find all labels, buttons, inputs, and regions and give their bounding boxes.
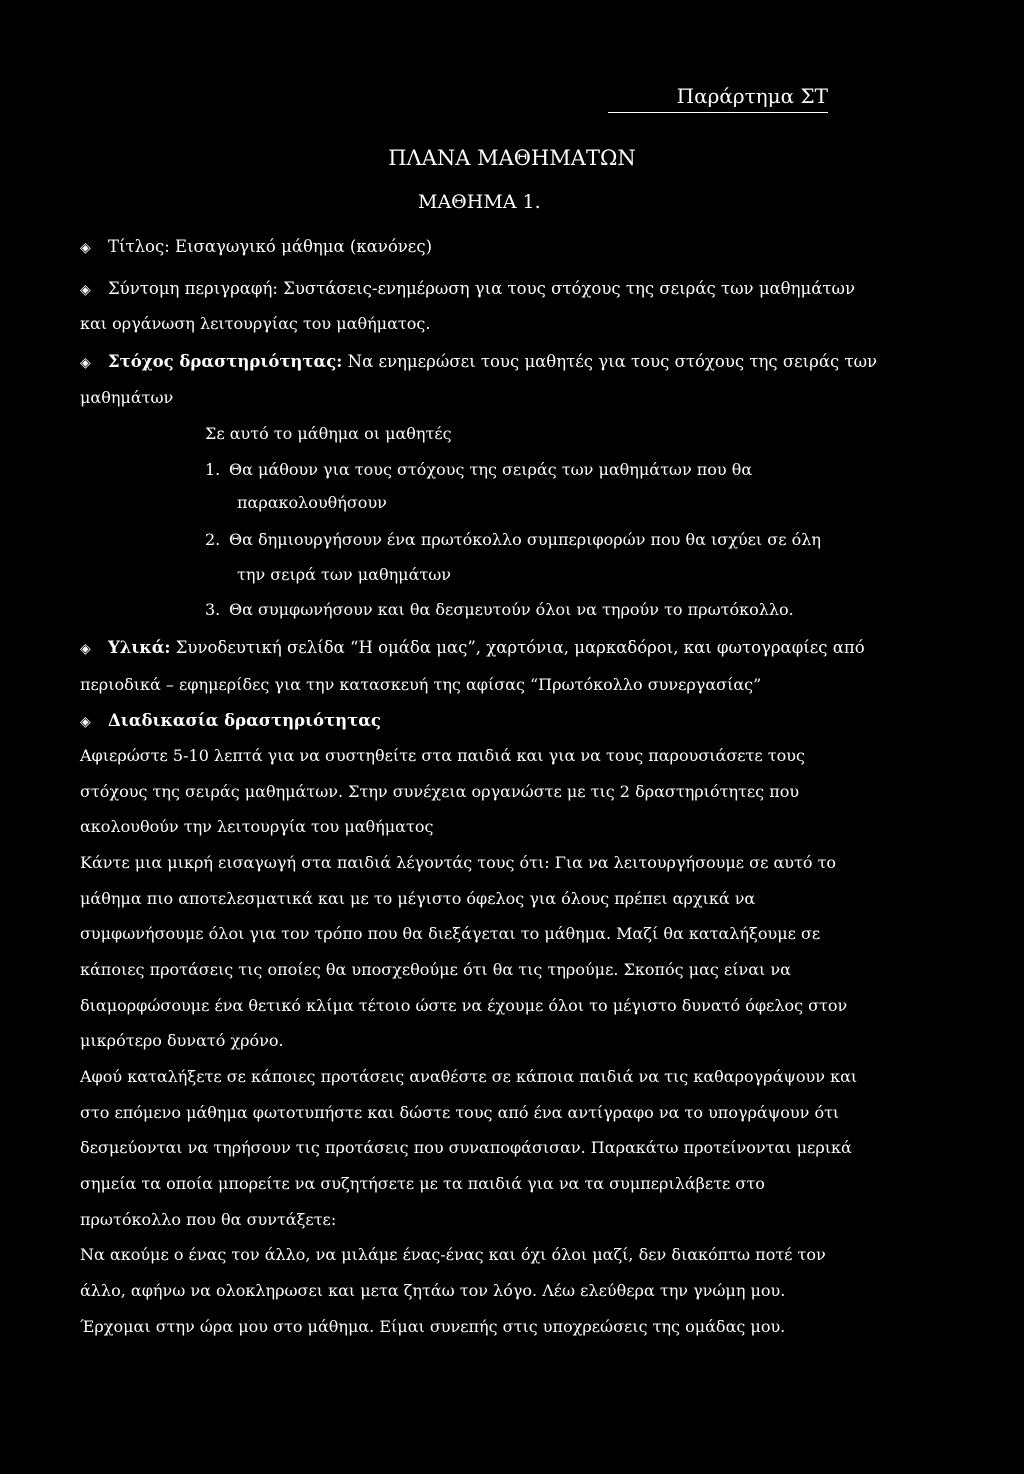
- goal-continuation: μαθημάτων: [80, 388, 174, 407]
- summary-continuation: και οργάνωση λειτουργίας του μαθήματος.: [80, 314, 431, 333]
- lesson-heading: ΜΑΘΗΜΑ 1.: [418, 191, 541, 213]
- body-line: μικρότερο δυνατό χρόνο.: [80, 1031, 284, 1050]
- body-line: Έρχομαι στην ώρα μου στο μάθημα. Είμαι συνεπής στις υποχρεώσεις της ομάδας μου.: [80, 1317, 786, 1336]
- list-item: [205, 530, 821, 549]
- goal-label: Στόχος δραστηριότητας:: [108, 352, 343, 371]
- materials-row: [80, 638, 865, 657]
- materials-continuation: περιοδικά – εφημερίδες για την κατασκευή της αφίσας “Πρωτόκολλο συνεργασίας”: [80, 675, 762, 694]
- summary-label: Σύντομη περιγραφή:: [108, 279, 278, 298]
- list-item-text: Θα μάθουν για τους στόχους της σειράς των μαθημάτων που θα: [229, 460, 753, 479]
- body-line: Αφιερώστε 5-10 λεπτά για να συστηθείτε στα παιδιά και για να τους παρουσιάσετε τους: [80, 746, 805, 765]
- list-item-text: Θα συμφωνήσουν και θα δεσμευτούν όλοι να τηρούν το πρωτόκολλο.: [229, 600, 794, 619]
- page-title: [0, 146, 1024, 170]
- appendix-header: Παράρτημα ΣΤ: [608, 84, 828, 113]
- procedure-row: [80, 711, 381, 730]
- list-item-text: Θα δημιουργήσουν ένα πρωτόκολλο συμπεριφορών που θα ισχύει σε όλη: [229, 530, 821, 549]
- bullet-icon: ◈: [80, 282, 91, 298]
- body-line: κάποιες προτάσεις τις οποίες θα υποσχεθούμε ότι θα τις τηρούμε. Σκοπός μας είναι να: [80, 960, 791, 979]
- goal-row: [80, 352, 877, 371]
- summary-row: [80, 279, 855, 298]
- list-number: 3.: [205, 600, 221, 619]
- summary-text: Συστάσεις-ενημέρωση για τους στόχους της σειράς των μαθημάτων: [283, 279, 855, 298]
- materials-label: Υλικά:: [108, 638, 171, 657]
- materials-text: Συνοδευτική σελίδα “Η ομάδα μας”, χαρτόνια, μαρκαδόροι, και φωτογραφίες από: [175, 638, 865, 657]
- body-line: Αφού καταλήξετε σε κάποιες προτάσεις αναθέστε σε κάποια παιδιά να τις καθαρογράψουν και: [80, 1067, 858, 1086]
- goal-text: Να ενημερώσει τους μαθητές για τους στόχους της σειράς των: [347, 352, 878, 371]
- body-line: διαμορφώσουμε ένα θετικό κλίμα τέτοιο ώστε να έχουμε όλοι το μέγιστο δυνατό όφελος στον: [80, 996, 848, 1015]
- body-line: συμφωνήσουμε όλοι για τον τρόπο που θα διεξάγεται το μάθημα. Μαζί θα καταλήξουμε σε: [80, 924, 821, 943]
- body-line: σημεία τα οποία μπορείτε να συζητήσετε με τα παιδιά για να τα συμπεριλάβετε στο: [80, 1174, 765, 1193]
- list-number: 1.: [205, 460, 221, 479]
- body-line: στο επόμενο μάθημα φωτοτυπήστε και δώστε τους από ένα αντίγραφο να το υπογράψουν ότι: [80, 1103, 840, 1122]
- list-item: [205, 460, 752, 479]
- body-line: μάθημα πιο αποτελεσματικά και με το μέγιστο όφελος για όλους πρέπει αρχικά να: [80, 889, 756, 908]
- bullet-icon: ◈: [80, 240, 91, 256]
- bullet-icon: ◈: [80, 355, 91, 371]
- body-line: Κάντε μια μικρή εισαγωγή στα παιδιά λέγοντάς τους ότι: Για να λειτουργήσουμε σε αυτό το: [80, 853, 837, 872]
- list-item: [205, 600, 794, 619]
- bullet-icon: ◈: [80, 714, 91, 730]
- list-number: 2.: [205, 530, 221, 549]
- page-title-text: ΠΛΑΝΑ ΜΑΘΗΜΑΤΩΝ: [388, 146, 636, 170]
- title-text: Εισαγωγικό μάθημα (κανόνες): [175, 237, 433, 256]
- procedure-label: Διαδικασία δραστηριότητας: [108, 711, 381, 730]
- intro-text: Σε αυτό το μάθημα οι μαθητές: [205, 424, 452, 443]
- bullet-icon: ◈: [80, 641, 91, 657]
- body-line: δεσμεύονται να τηρήσουν τις προτάσεις που συναποφάσισαν. Παρακάτω προτείνονται μερικά: [80, 1138, 852, 1157]
- title-label: Τίτλος:: [108, 237, 170, 256]
- title-row: [80, 237, 432, 256]
- body-line: ακολουθούν την λειτουργία του μαθήματος: [80, 817, 434, 836]
- list-item-continuation: παρακολουθήσουν: [237, 493, 387, 512]
- body-line: πρωτόκολλο που θα συντάξετε:: [80, 1210, 337, 1229]
- body-line: άλλο, αφήνω να ολοκληρωσει και μετα ζητάω τον λόγο. Λέω ελεύθερα την γνώμη μου.: [80, 1281, 786, 1300]
- body-line: στόχους της σειράς μαθημάτων. Στην συνέχεια οργανώστε με τις 2 δραστηριότητες που: [80, 782, 800, 801]
- list-item-continuation: την σειρά των μαθημάτων: [237, 565, 451, 584]
- body-line: Να ακούμε ο ένας τον άλλο, να μιλάμε ένας-ένας και όχι όλοι μαζί, δεν διακόπτω ποτέ τον: [80, 1245, 826, 1264]
